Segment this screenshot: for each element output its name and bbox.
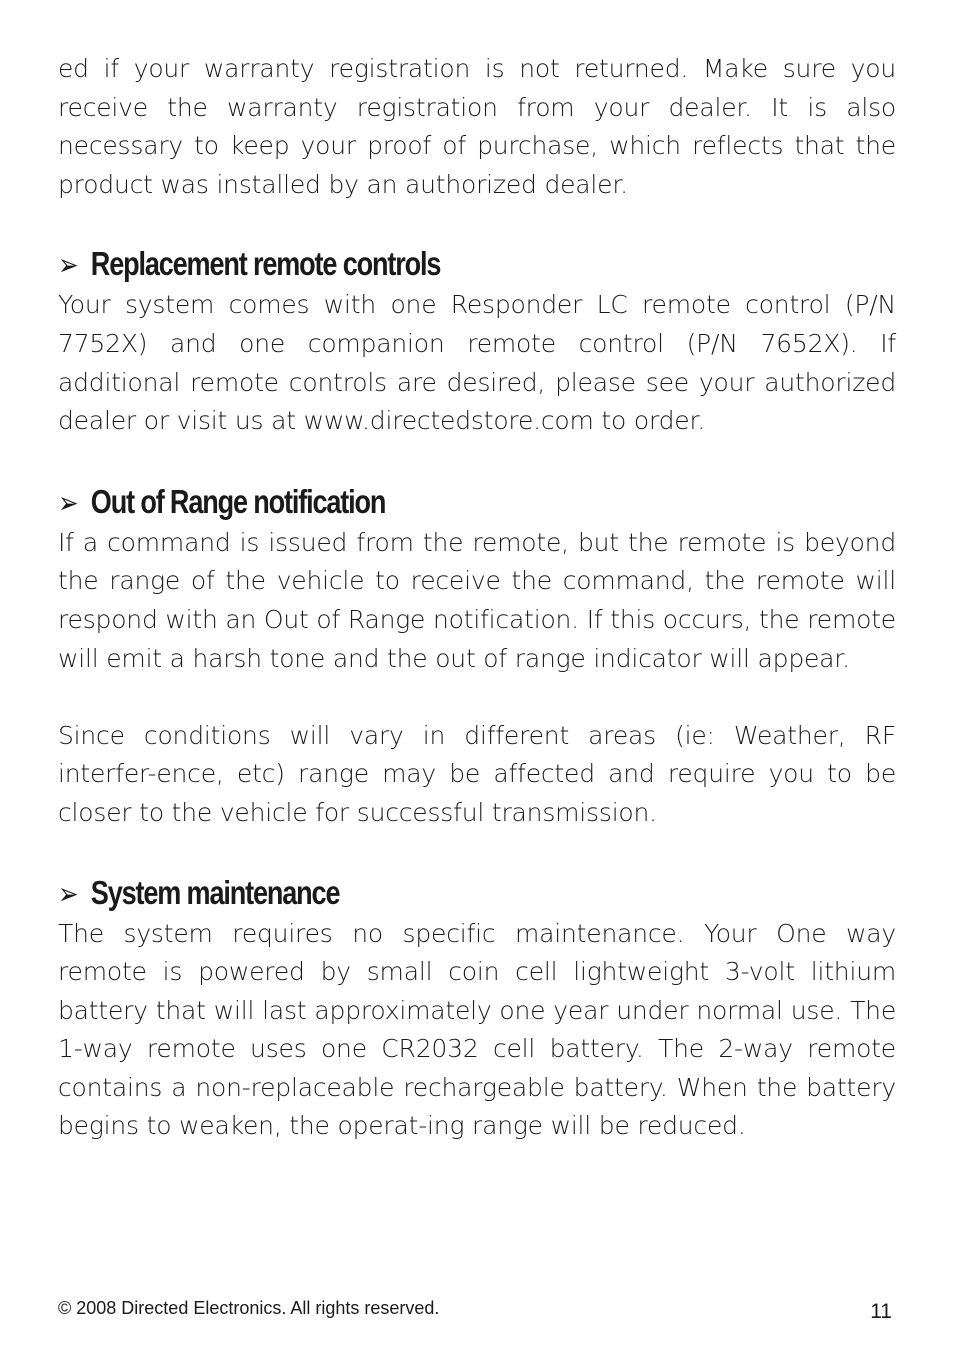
- heading-text: Out of Range notification: [90, 482, 386, 520]
- arrow-bullet-icon: ➢: [58, 877, 79, 911]
- out-of-range-paragraph-1: If a command is issued from the remote, but the remote is beyond the range of the vehicle to receive the command, the remote will respond with an Out of Range notification. If this occurs, the remote will emit a harsh tone and the out of range indicator will appear.: [58, 527, 896, 673]
- arrow-bullet-icon: ➢: [58, 486, 79, 520]
- intro-paragraph: ed if your warranty registration is not returned. Make sure you receive the warranty registration from your dealer. It is also necessary to keep your proof of purchase, which reflects that the product was installed by an authorized dealer.: [58, 54, 896, 199]
- section-heading-replacement-remotes: [58, 244, 745, 286]
- heading-text: System maintenance: [90, 873, 340, 911]
- page-number: 11: [870, 1300, 892, 1323]
- arrow-bullet-icon: ➢: [58, 249, 79, 283]
- paragraph-spacer: [58, 678, 896, 717]
- out-of-range-paragraph-2: Since conditions will vary in different areas (ie: Weather, RF interfer-ence, etc) range may be affected and require you to be closer to the vehicle for successful transmission.: [58, 720, 896, 827]
- section-heading-out-of-range: [58, 482, 745, 524]
- replacement-remotes-paragraph: Your system comes with one Responder LC remote control (P/N 7752X) and one companion remote control (P/N 7652X). If additional remote controls are desired, please see your authorized dealer or visit us at www.directedstore.com to order.: [58, 290, 896, 436]
- system-maintenance-paragraph: The system requires no specific maintenance. Your One way remote is powered by small coin cell lightweight 3-volt lithium battery that will last approximately one year under normal use. The 1-way remote uses one CR2032 cell battery. The 2-way remote contains a non-replaceable rechargeable battery. When the battery begins to weaken, the operat-ing range will be reduced.: [58, 918, 896, 1141]
- copyright-notice: © 2008 Directed Electronics. All rights reserved.: [58, 1298, 440, 1318]
- page-content: [58, 50, 896, 1146]
- heading-text: Replacement remote controls: [90, 245, 441, 283]
- section-heading-system-maintenance: [58, 873, 745, 915]
